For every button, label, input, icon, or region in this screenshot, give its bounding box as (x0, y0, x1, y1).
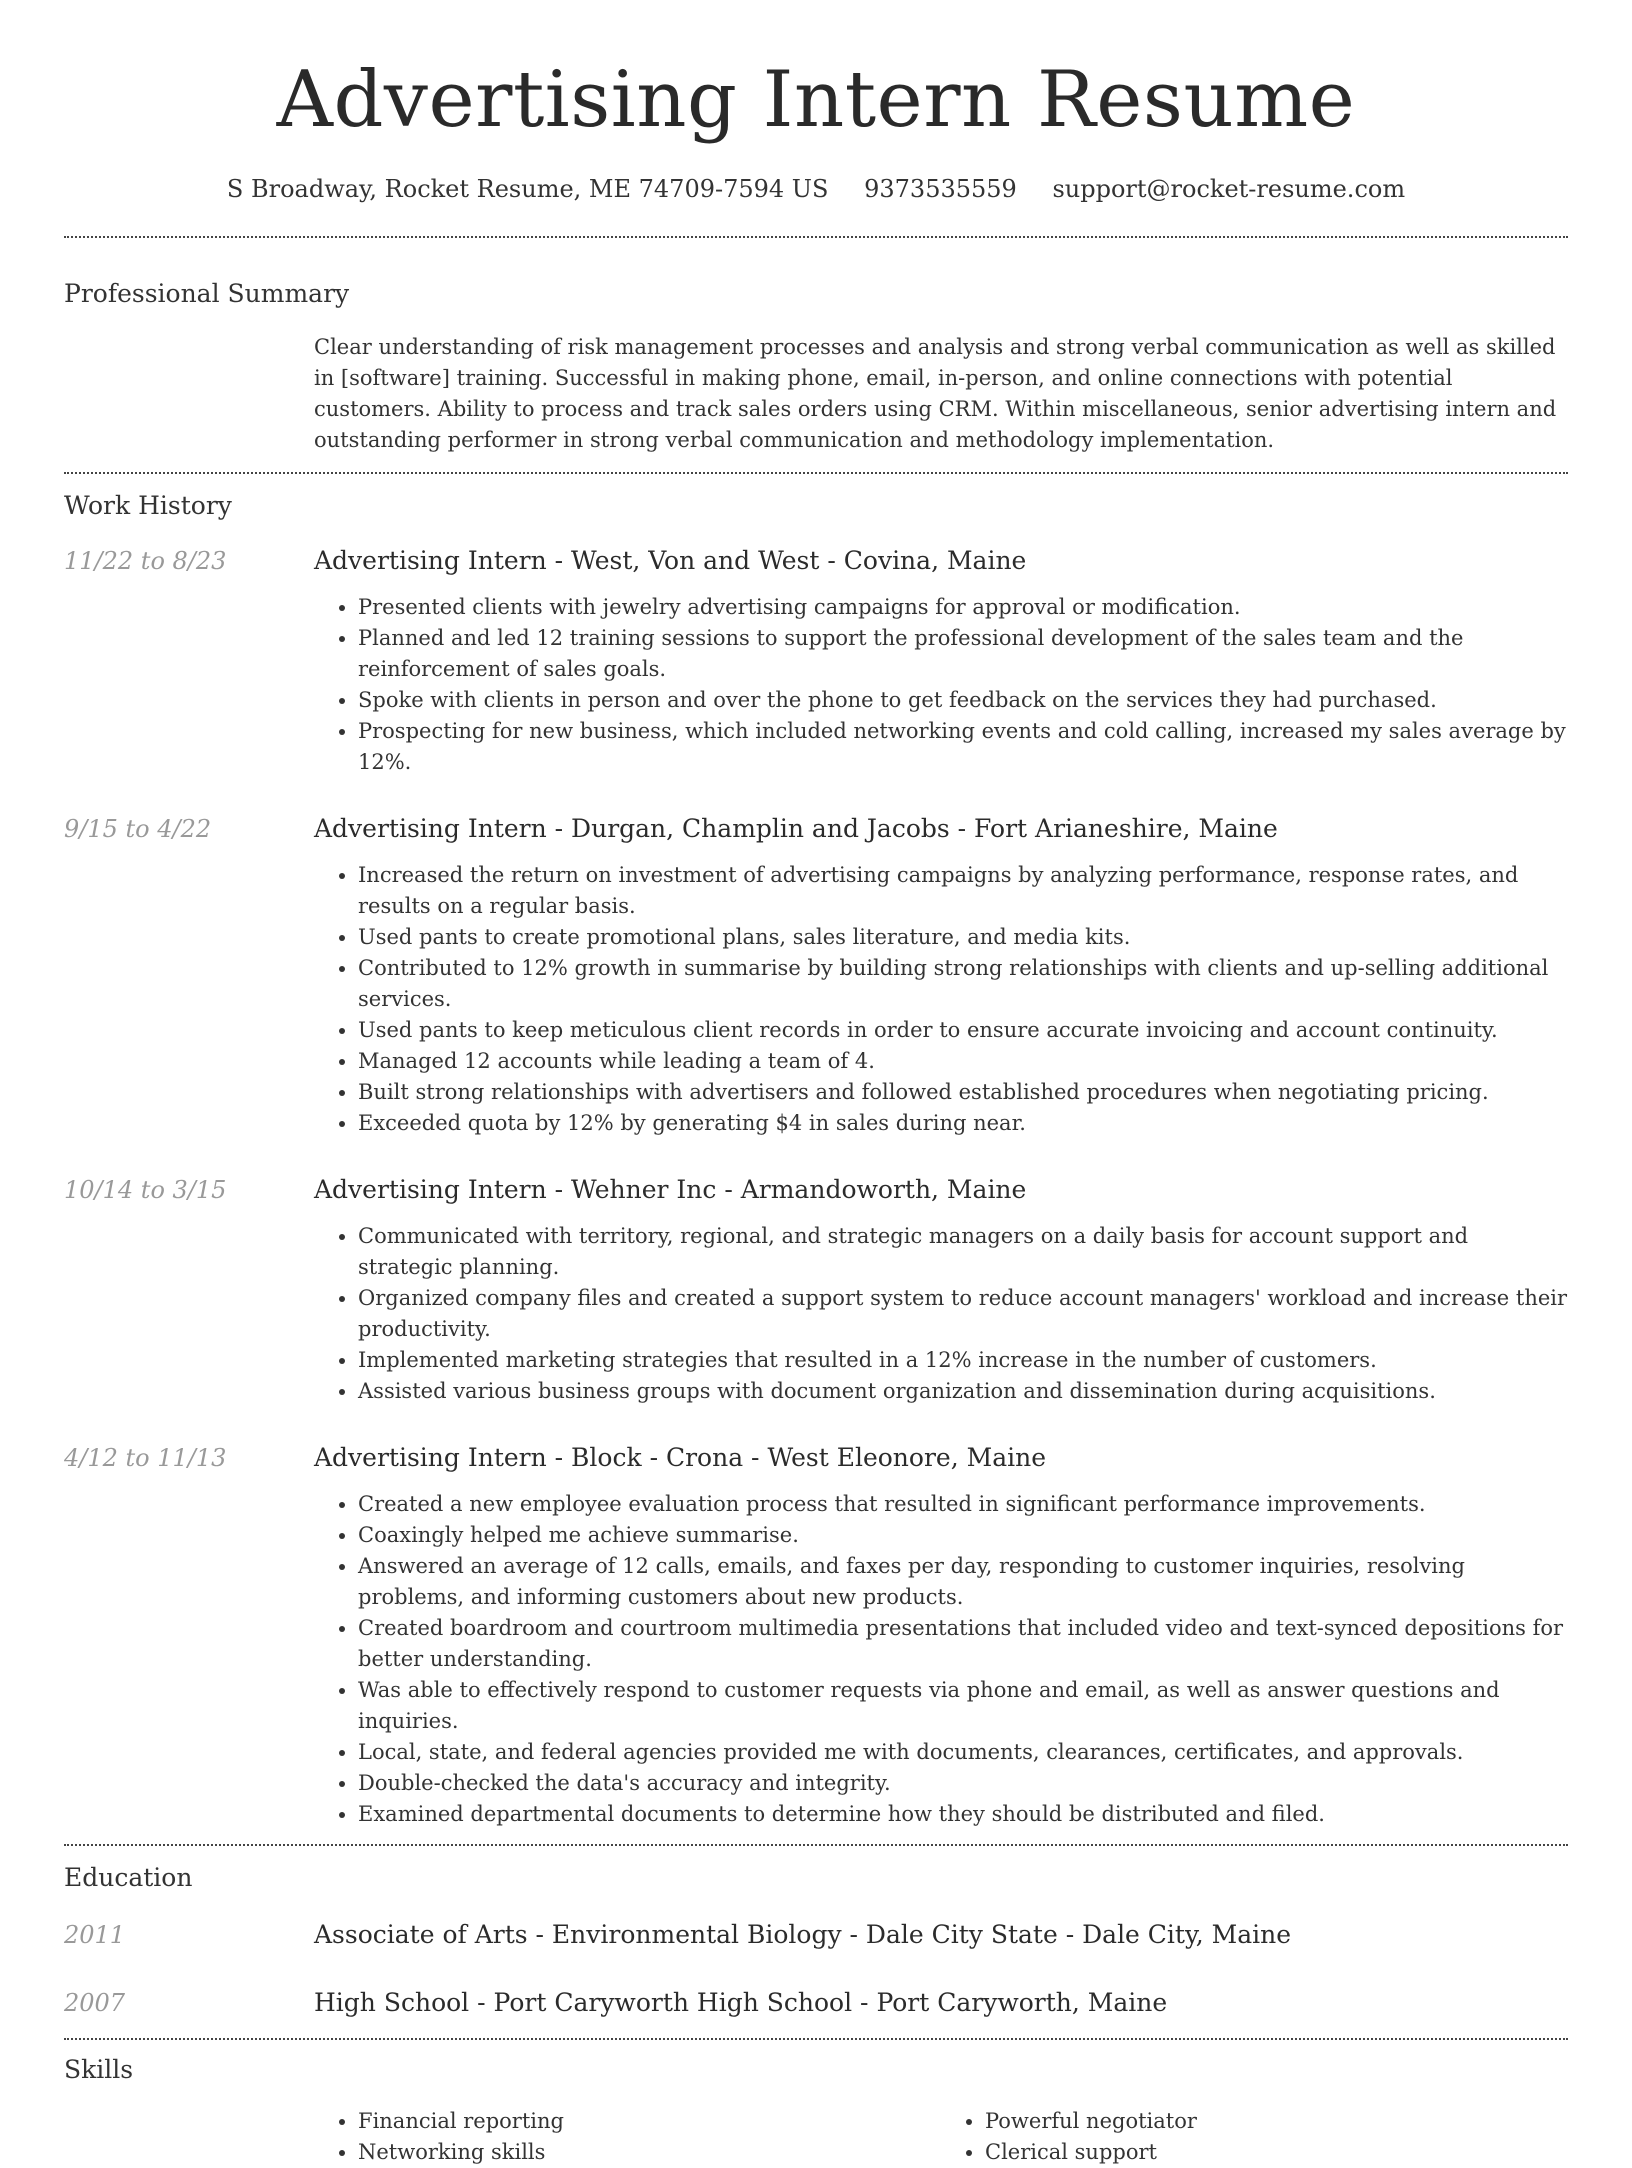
job-entry (64, 544, 1568, 778)
job-dates: 9/15 to 4/22 (64, 815, 212, 843)
summary-row (64, 332, 1568, 456)
skill-item: • Financial reporting (358, 2106, 941, 2137)
job-title: Advertising Intern - West, Von and West - Covina, Maine (314, 546, 1027, 575)
job-bullet: • Coaxingly helped me achieve summarise. (358, 1520, 1568, 1551)
job-bullet: • Local, state, and federal agencies provided me with documents, clearances, certificates, and approvals. (358, 1737, 1568, 1768)
skills-list (314, 2106, 1568, 2168)
job-entry (64, 1173, 1568, 1407)
summary-text: Clear understanding of risk management processes and analysis and strong verbal communication as well as skilled in [software] training. Successful in making phone, email, in-person, and online connections with potential customers. Ability to process and track sales orders using CRM. Within miscellaneous, senior advertising intern and outstanding performer in strong verbal communication and methodology implementation. (314, 335, 1557, 452)
job-bullet: • Assisted various business groups with document organization and dissemination during acquisitions. (358, 1376, 1568, 1407)
job-content (314, 1441, 1568, 1830)
section-heading-summary: Professional Summary (64, 279, 350, 308)
section-heading-work: Work History (64, 491, 232, 520)
job-bullet: • Presented clients with jewelry advertising campaigns for approval or modification. (358, 592, 1568, 623)
education-title: High School - Port Caryworth High School - Port Caryworth, Maine (314, 1988, 1168, 2017)
skills-spacer (64, 2106, 314, 2168)
contact-phone: 9373535559 (864, 175, 1017, 203)
education-year: 2011 (64, 1921, 126, 1949)
job-bullets (314, 860, 1568, 1139)
skills-column-right (941, 2106, 1568, 2168)
skills-row (64, 2106, 1568, 2168)
job-bullet: • Prospecting for new business, which included networking events and cold calling, increased my sales average by 12%. (358, 716, 1568, 778)
job-dates: 4/12 to 11/13 (64, 1444, 227, 1472)
education-title: Associate of Arts - Environmental Biology - Dale City State - Dale City, Maine (314, 1920, 1292, 1949)
section-heading-skills: Skills (64, 2055, 134, 2084)
divider (64, 472, 1568, 474)
job-content (314, 812, 1568, 1139)
education-content (314, 1918, 1568, 1952)
job-bullet: • Exceeded quota by 12% by generating $4 in sales during near. (358, 1108, 1568, 1139)
job-dates: 10/14 to 3/15 (64, 1176, 227, 1204)
divider (64, 2038, 1568, 2040)
job-bullet: • Was able to effectively respond to customer requests via phone and email, as well as answer questions and inquiries. (358, 1675, 1568, 1737)
job-title: Advertising Intern - Block - Crona - West Eleonore, Maine (314, 1443, 1046, 1472)
skill-item: • Powerful negotiator (985, 2106, 1568, 2137)
summary-spacer (64, 332, 314, 456)
education-year: 2007 (64, 1989, 126, 2017)
job-bullet: • Spoke with clients in person and over the phone to get feedback on the services they had purchased. (358, 685, 1568, 716)
job-bullet: • Created boardroom and courtroom multimedia presentations that included video and text-synced depositions for better understanding. (358, 1613, 1568, 1675)
divider (64, 1844, 1568, 1846)
job-bullet: • Communicated with territory, regional, and strategic managers on a daily basis for account support and strategic planning. (358, 1221, 1568, 1283)
job-content (314, 544, 1568, 778)
contact-address: S Broadway, Rocket Resume, ME 74709-7594 US (226, 175, 829, 203)
job-bullet: • Increased the return on investment of advertising campaigns by analyzing performance, response rates, and results on a regular basis. (358, 860, 1568, 922)
education-entry (64, 1918, 1568, 1952)
skills-column-left (314, 2106, 941, 2168)
job-bullets (314, 1221, 1568, 1407)
job-bullet: • Answered an average of 12 calls, emails, and faxes per day, responding to customer inquiries, resolving problems, and informing customers about new products. (358, 1551, 1568, 1613)
job-bullet: • Contributed to 12% growth in summarise by building strong relationships with clients and up-selling additional services. (358, 953, 1568, 1015)
resume-title: Advertising Intern Resume (276, 55, 1356, 145)
job-bullet: • Implemented marketing strategies that resulted in a 12% increase in the number of customers. (358, 1345, 1568, 1376)
summary-content (314, 332, 1568, 456)
education-content (314, 1986, 1568, 2020)
job-bullet: • Managed 12 accounts while leading a team of 4. (358, 1046, 1568, 1077)
contact-line (64, 174, 1568, 204)
job-bullet: • Built strong relationships with advertisers and followed established procedures when negotiating pricing. (358, 1077, 1568, 1108)
job-title: Advertising Intern - Wehner Inc - Armandoworth, Maine (314, 1175, 1027, 1204)
education-entry (64, 1986, 1568, 2020)
job-bullet: • Used pants to keep meticulous client records in order to ensure accurate invoicing and account continuity. (358, 1015, 1568, 1046)
job-bullet: • Examined departmental documents to determine how they should be distributed and filed. (358, 1799, 1568, 1830)
job-bullets (314, 592, 1568, 778)
job-bullet: • Used pants to create promotional plans, sales literature, and media kits. (358, 922, 1568, 953)
job-content (314, 1173, 1568, 1407)
job-bullets (314, 1489, 1568, 1830)
job-dates: 11/22 to 8/23 (64, 547, 227, 575)
skill-item: • Clerical support (985, 2137, 1568, 2168)
skill-item: • Networking skills (358, 2137, 941, 2168)
job-bullet: • Organized company files and created a support system to reduce account managers' workload and increase their productivity. (358, 1283, 1568, 1345)
job-bullet: • Created a new employee evaluation process that resulted in significant performance improvements. (358, 1489, 1568, 1520)
job-bullet: • Double-checked the data's accuracy and integrity. (358, 1768, 1568, 1799)
job-title: Advertising Intern - Durgan, Champlin and Jacobs - Fort Arianeshire, Maine (314, 814, 1278, 843)
section-heading-education: Education (64, 1863, 193, 1892)
job-entry (64, 1441, 1568, 1830)
contact-email: support@rocket-resume.com (1052, 175, 1406, 203)
job-bullet: • Planned and led 12 training sessions to support the professional development of the sales team and the reinforcement of sales goals. (358, 623, 1568, 685)
divider (64, 236, 1568, 238)
job-entry (64, 812, 1568, 1139)
